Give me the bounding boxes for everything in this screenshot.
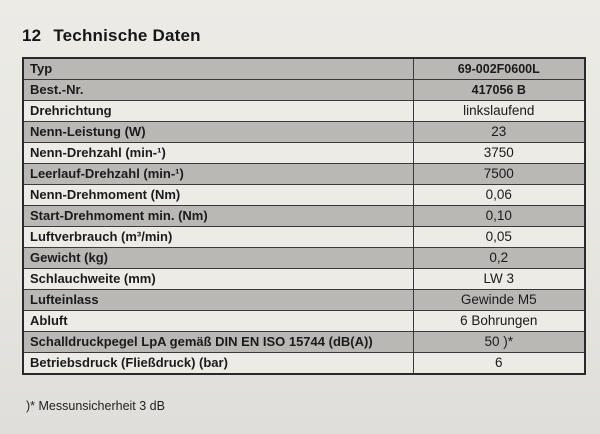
row-label: Lufteinlass [23,290,413,311]
row-value: 69-002F0600L [413,58,585,80]
section-heading [22,26,201,46]
row-label: Typ [23,58,413,80]
row-value: LW 3 [413,269,585,290]
row-label: Nenn-Drehmoment (Nm) [23,185,413,206]
row-label: Nenn-Drehzahl (min-¹) [23,143,413,164]
row-value: 50 )* [413,332,585,353]
row-value: 0,06 [413,185,585,206]
table-row [23,122,585,143]
row-value: linkslaufend [413,101,585,122]
row-value: 0,2 [413,248,585,269]
table-row [23,227,585,248]
row-value: 6 [413,353,585,375]
table-row [23,58,585,80]
table-row [23,101,585,122]
table-row [23,185,585,206]
footnote: )* Messunsicherheit 3 dB [26,399,165,413]
row-label: Schlauchweite (mm) [23,269,413,290]
row-label: Start-Drehmoment min. (Nm) [23,206,413,227]
row-label: Drehrichtung [23,101,413,122]
row-value: 0,05 [413,227,585,248]
table-row [23,332,585,353]
row-label: Best.-Nr. [23,80,413,101]
section-title: Technische Daten [53,26,201,45]
table-row [23,164,585,185]
row-value: 3750 [413,143,585,164]
table-row [23,353,585,375]
row-value: Gewinde M5 [413,290,585,311]
row-label: Gewicht (kg) [23,248,413,269]
row-label: Schalldruckpegel LpA gemäß DIN EN ISO 15744 (dB(A)) [23,332,413,353]
table-row [23,290,585,311]
section-number: 12 [22,26,42,45]
table-row [23,311,585,332]
table-row [23,143,585,164]
row-value: 417056 B [413,80,585,101]
row-value: 7500 [413,164,585,185]
row-value: 0,10 [413,206,585,227]
row-label: Betriebsdruck (Fließdruck) (bar) [23,353,413,375]
row-label: Abluft [23,311,413,332]
table-row [23,269,585,290]
row-label: Luftverbrauch (m³/min) [23,227,413,248]
row-value: 6 Bohrungen [413,311,585,332]
table-row [23,206,585,227]
technical-data-table [22,57,586,375]
table-row [23,80,585,101]
row-label: Nenn-Leistung (W) [23,122,413,143]
row-label: Leerlauf-Drehzahl (min-¹) [23,164,413,185]
row-value: 23 [413,122,585,143]
table-row [23,248,585,269]
